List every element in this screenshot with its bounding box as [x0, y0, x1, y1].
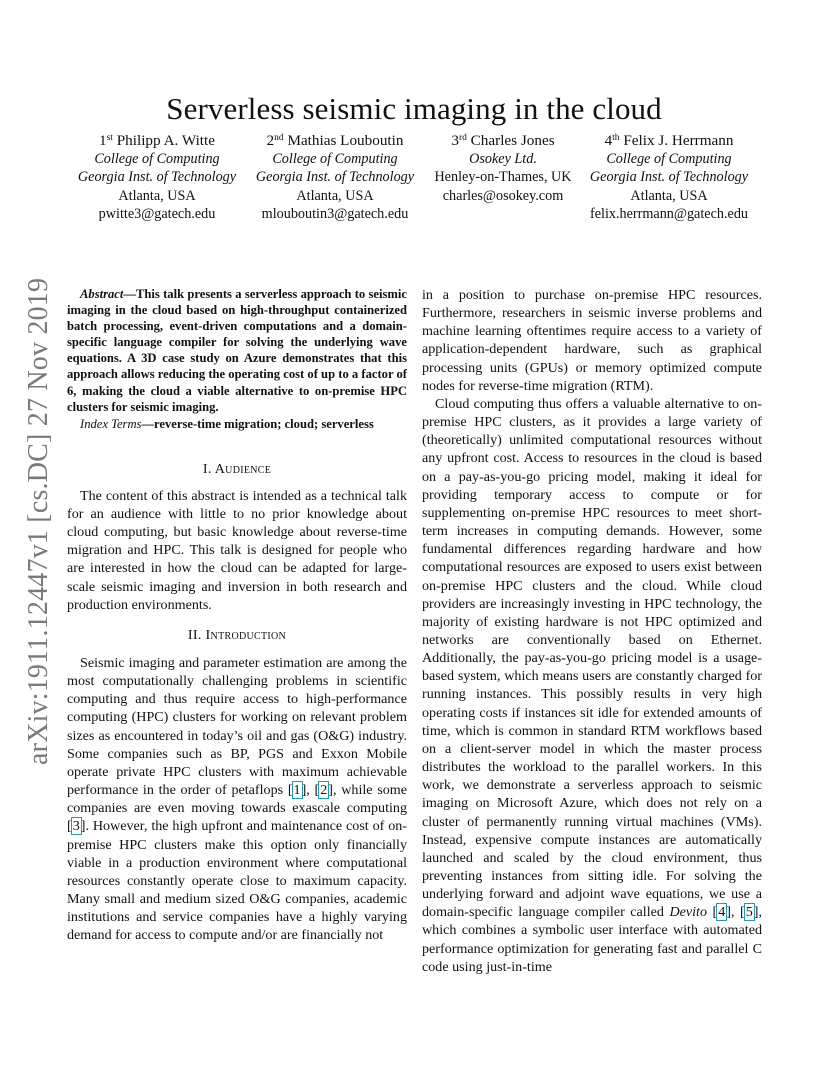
index-terms: Index Terms—reverse-time migration; cloud; serverless [80, 416, 374, 431]
author-block-4 [579, 131, 759, 224]
author-affiliation: Osokey Ltd. [469, 151, 537, 167]
section-heading-introduction: II. Introduction [187, 626, 287, 643]
introduction-paragraph-1: Seismic imaging and parameter estimation are among the most computationally challenging problems in scientific computing and thus require access to high-performance computing (HPC) clusters for working on relevant problem sizes as encountered in today’s oil and gas (O&G) industry. Some companies such as BP, PGS and Exxon Mobile operate private HPC clusters with maximum achievable performance in the order of petaflops [1], [2], while some companies are even moving towards exascale computing [3]. However, the high upfront and maintenance cost of on-premise HPC clusters make this option only financially viable in a production environment where computational resources constantly operate close to maximum capacity. Many small and medium sized O&G companies, academic institutions and service companies have a highly varying demand for access to compute and/or are financially not [67, 654, 408, 944]
author-name: 3rd Charles Jones [451, 132, 555, 149]
citation-link[interactable]: [2] [314, 782, 333, 799]
citation-link[interactable]: [5] [740, 904, 759, 921]
author-institution: Georgia Inst. of Technology [255, 169, 415, 186]
author-location: Henley-on-Thames, UK [434, 169, 572, 186]
author-location: Atlanta, USA [118, 187, 196, 204]
right-column [422, 286, 762, 976]
author-location: Atlanta, USA [296, 187, 374, 204]
audience-paragraph: The content of this abstract is intended as a technical talk for an audience with little to no prior knowledge about cloud computing, but basic knowledge about reverse-time migration and HPC. This talk is designed for people who are interested in how the cloud can be adapted for large-scale seismic imaging and inversion in both research and production environments. [67, 487, 407, 613]
citation-link[interactable]: [4] [712, 904, 731, 921]
author-block-2 [245, 131, 425, 224]
section-heading-audience: I. Audience [202, 460, 272, 477]
introduction-paragraph-2: Cloud computing thus offers a valuable alternative to on-premise HPC clusters, as it provides a large variety of (theoretically) unlimited computational resources without any upfront cost. Access to resources in the cloud is based on a pay-as-you-go pricing model, making it ideal for providing temporary access to compute or for supplementing on-premise HPC resources to meet short-term increases in computing demands. However, some fundamental differences regarding hardware and how computational resources are exposed to users exist between on-premise HPC clusters and the cloud. While cloud providers are increasingly investing in HPC technology, the majority of existing hardware is not HPC optimized and networks are conventionally based on Ethernet. Additionally, the pay-as-you-go pricing model is a usage-based system, which means users are constantly charged for running instances. This possibly results in very high operating costs if instances sit idle for extended amounts of time, which is common in standard RTM workflows based on a client-server model in which the master process distributes the workload to the parallel workers. In this work, we demonstrate a serverless approach to seismic imaging on Microsoft Azure, which does not rely on a cluster of permanently running virtual machines (VMs). Instead, expensive compute instances are automatically launched and scaled by the cloud environment, thus preventing instances from sitting idle. For solving the underlying forward and adjoint wave equations, we use a domain-specific language compiler called Devito [4], [5], which combines a symbolic user interface with automated performance optimization for generating fast and parallel C code using just-in-time [422, 395, 762, 975]
citation-link[interactable]: [1] [287, 782, 307, 799]
author-location: Atlanta, USA [630, 187, 708, 204]
author-institution: Georgia Inst. of Technology [589, 169, 749, 186]
arxiv-identifier[interactable]: arXiv:1911.12447v1 [cs.DC] 27 Nov 2019 [23, 277, 54, 765]
author-affiliation: College of Computing [272, 151, 398, 167]
author-email[interactable]: felix.herrmann@gatech.edu [589, 206, 749, 223]
introduction-paragraph-1-continued: in a position to purchase on-premise HPC resources. Furthermore, researchers in seismic inverse problems and machine learning oftentimes require access to a variety of application-dependent hardware, such as graphical processing units (GPUs) or memory optimized compute nodes for reverse-time migration (RTM). [422, 287, 762, 394]
author-name: 4th Felix J. Herrmann [604, 132, 734, 149]
author-email[interactable]: mlouboutin3@gatech.edu [261, 206, 409, 223]
citation-link[interactable]: [3] [67, 818, 86, 835]
author-name: 2nd Mathias Louboutin [266, 132, 404, 149]
author-name: 1st Philipp A. Witte [99, 132, 215, 149]
left-column [67, 286, 407, 944]
author-block-3 [423, 131, 583, 205]
paper-title: Serverless seismic imaging in the cloud [166, 90, 662, 126]
author-email[interactable]: pwitte3@gatech.edu [98, 206, 216, 223]
author-institution: Georgia Inst. of Technology [77, 169, 237, 186]
author-affiliation: College of Computing [606, 151, 732, 167]
author-block-1 [67, 131, 247, 224]
author-affiliation: College of Computing [94, 151, 220, 167]
author-email[interactable]: charles@osokey.com [442, 187, 564, 204]
devito-name: Devito [669, 904, 708, 921]
abstract: Abstract—This talk presents a serverless approach to seismic imaging in the cloud based on high-throughput containerized batch processing, event-driven computations and a domain-specific language compiler for solving the underlying wave equations. A 3D case study on Azure demonstrates that this approach allows reducing the operating cost of up to a factor of 6, making the cloud a viable alternative to on-premise HPC clusters for seismic imaging. [67, 287, 407, 414]
